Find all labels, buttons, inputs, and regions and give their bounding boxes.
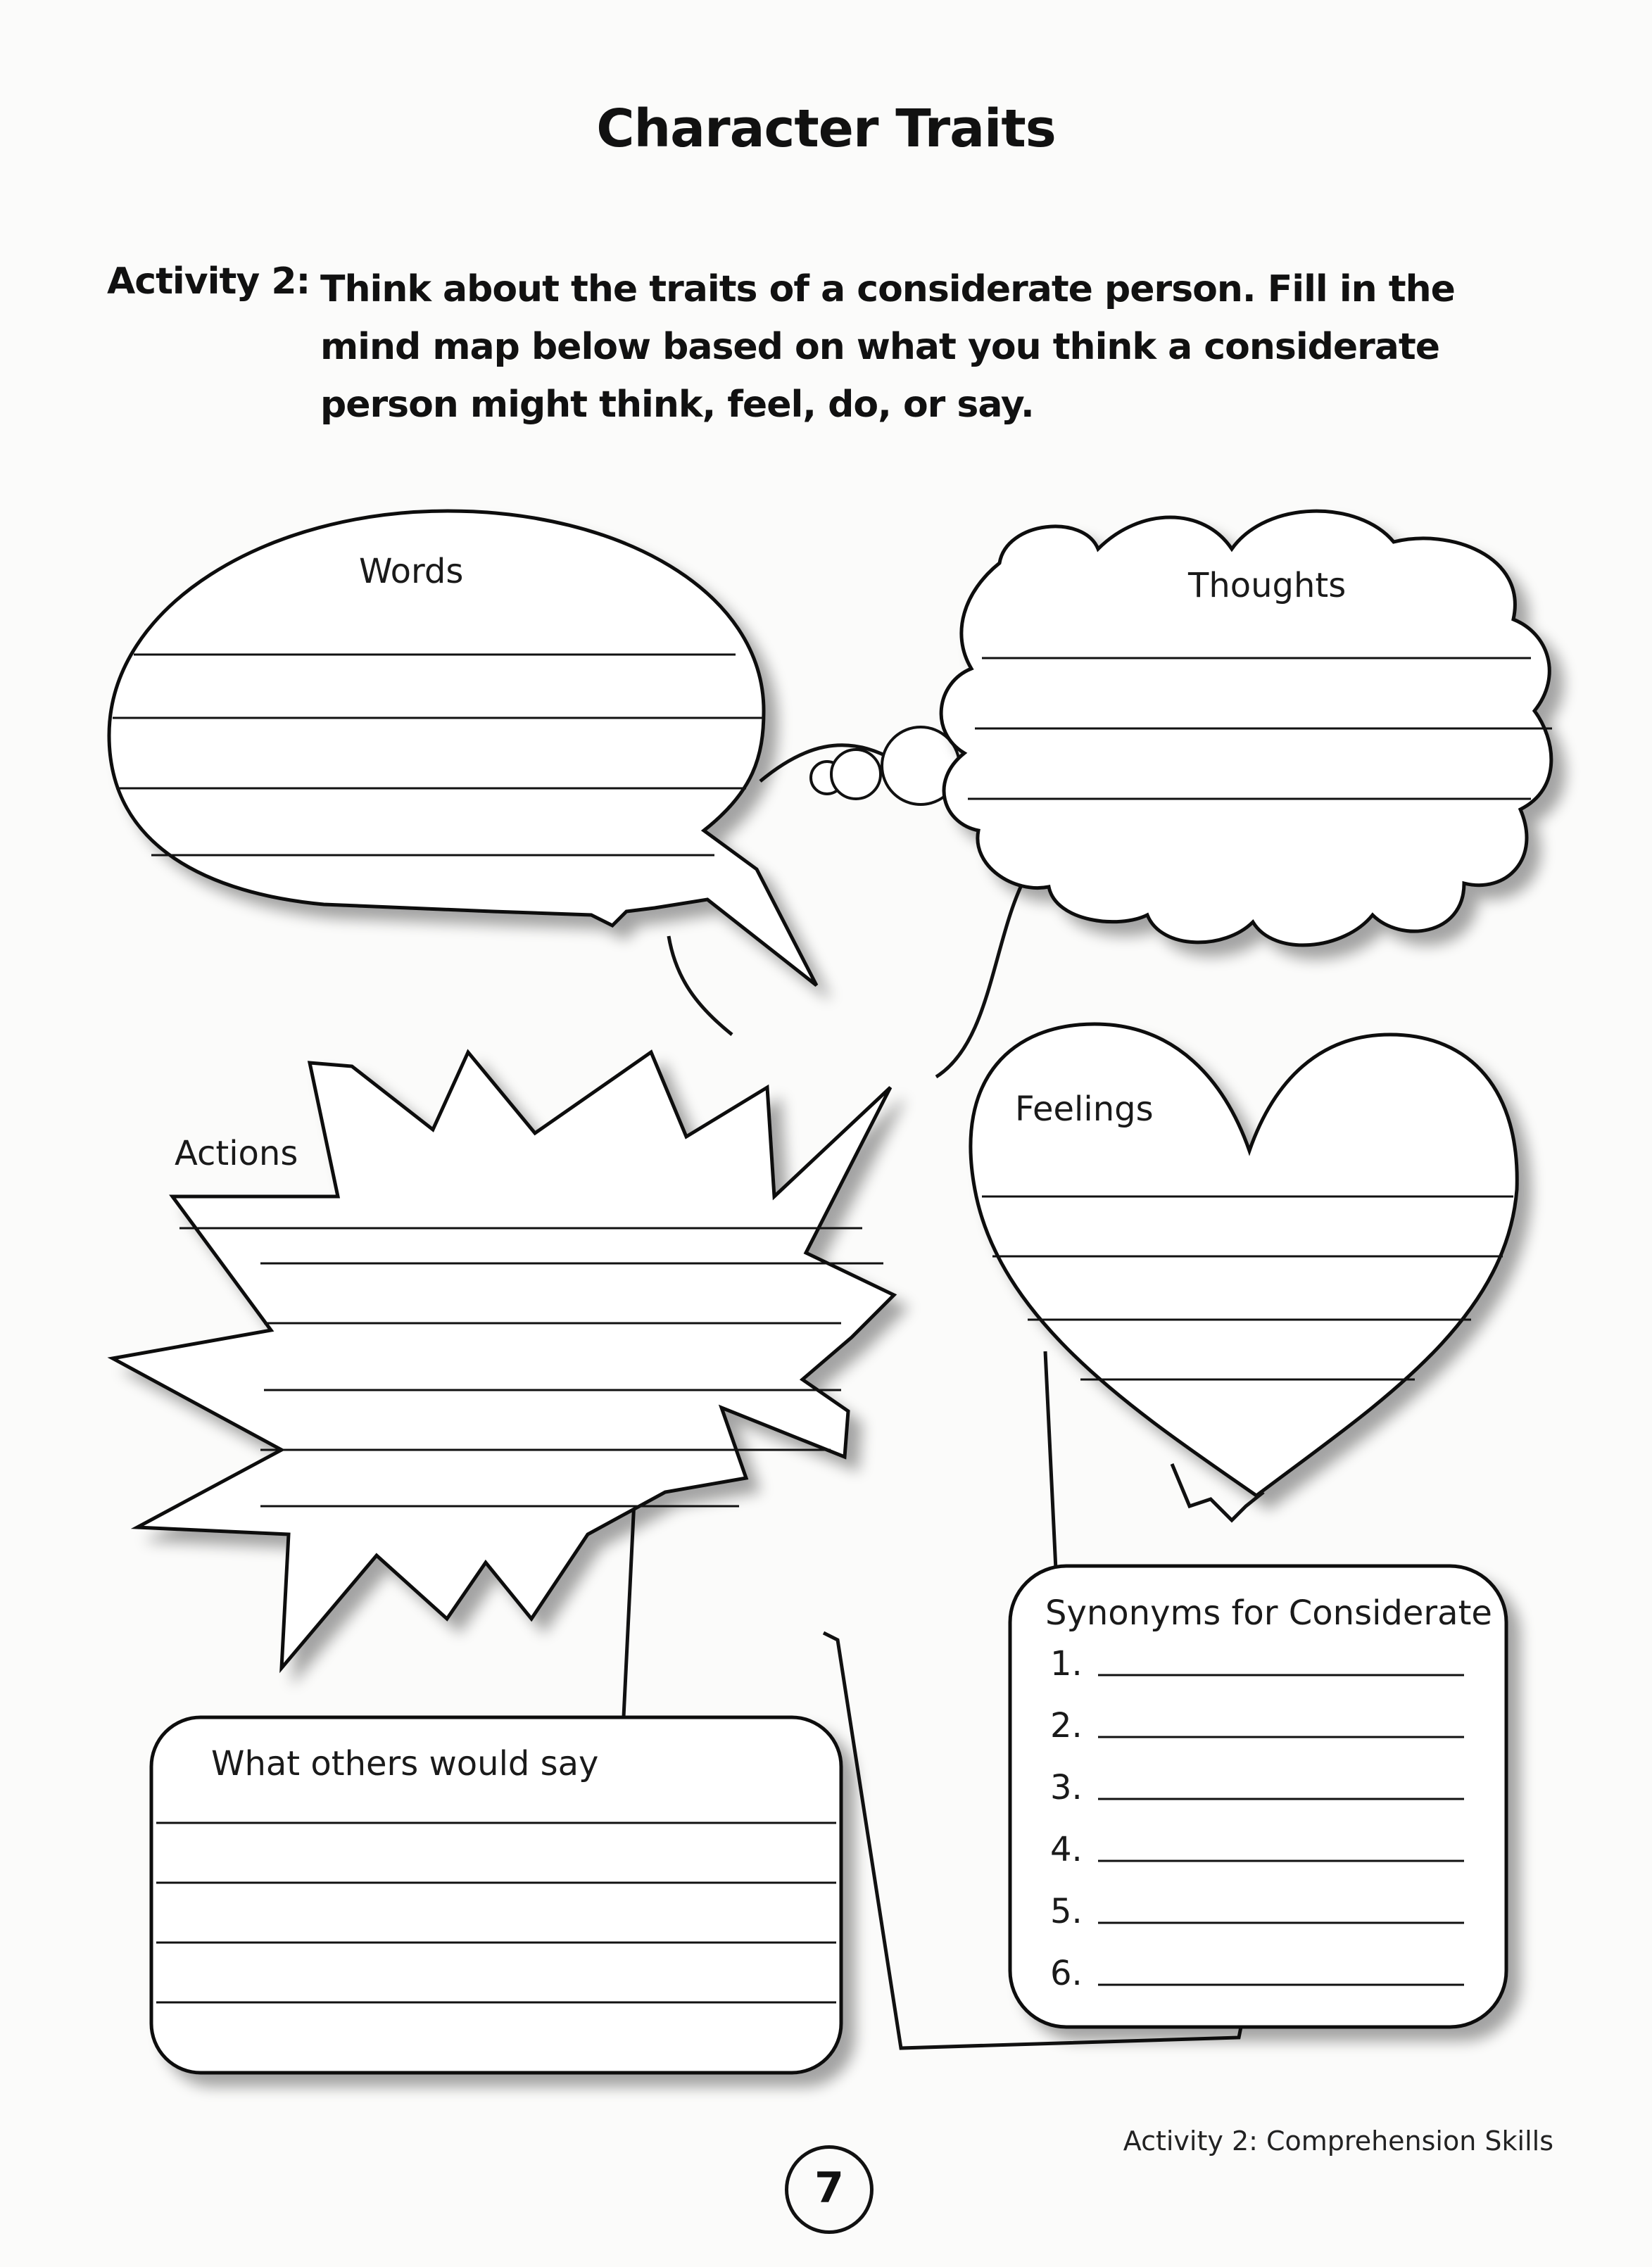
feelings-label: Feelings	[1015, 1090, 1154, 1129]
synonym-number: 6.	[1050, 1954, 1083, 1993]
others-bubble	[151, 1717, 841, 2073]
actions-label: Actions	[175, 1134, 298, 1173]
others-label: What others would say	[211, 1744, 599, 1783]
page-footer: Activity 2: Comprehension Skills	[1123, 2126, 1553, 2157]
connector-feelings-synonyms	[1045, 1351, 1056, 1570]
page-number: 7	[785, 2145, 874, 2234]
words-label: Words	[359, 552, 464, 591]
synonyms-box	[1010, 1566, 1506, 2027]
synonym-number: 5.	[1050, 1892, 1083, 1931]
activity-label: Activity 2:	[107, 260, 310, 303]
page-title: Character Traits	[596, 99, 1056, 159]
actions-bubble	[113, 1052, 894, 1668]
synonym-number: 3.	[1050, 1768, 1083, 1807]
feelings-bubble	[971, 1024, 1517, 1520]
synonym-number: 2.	[1050, 1706, 1083, 1745]
synonym-number: 1.	[1050, 1644, 1083, 1684]
words-bubble	[109, 511, 816, 985]
thoughts-label: Thoughts	[1188, 566, 1347, 605]
synonym-number: 4.	[1050, 1830, 1083, 1869]
thought-bubble-medium	[831, 750, 881, 799]
activity-instructions: Think about the traits of a considerate person. Fill in the mind map below based on what you think a considerate person might think, feel, do, or say.	[320, 268, 1455, 426]
synonyms-label: Synonyms for Considerate	[1045, 1593, 1492, 1633]
thoughts-bubble	[941, 511, 1552, 945]
connector-words-actions	[669, 936, 732, 1035]
